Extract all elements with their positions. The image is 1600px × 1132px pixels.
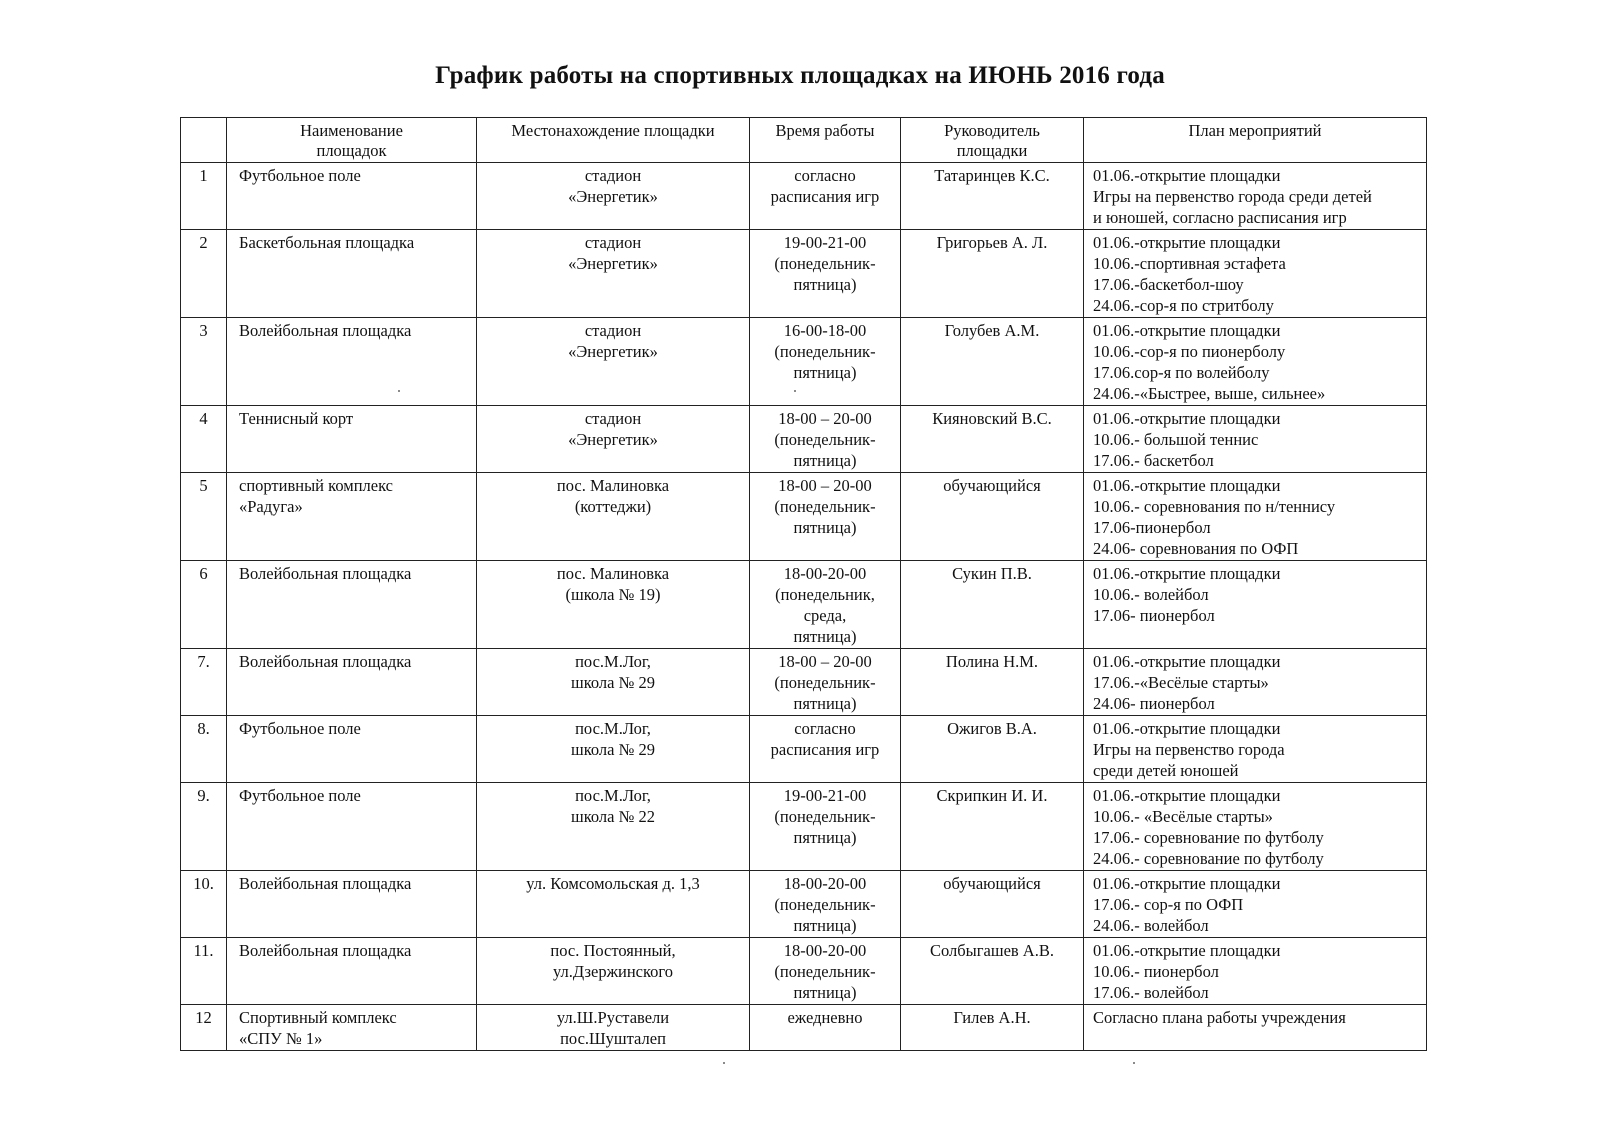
location-line: школа № 29 — [571, 673, 655, 692]
table-row — [181, 1005, 1427, 1051]
hours-line: (понедельник- — [774, 962, 876, 981]
site-name-cell — [227, 163, 477, 230]
scan-speck — [398, 390, 400, 392]
site-name-line: Футбольное поле — [239, 166, 361, 185]
table-row — [181, 163, 1427, 230]
plan-line: 24.06- пионербол — [1093, 694, 1215, 713]
hours-line: 19-00-21-00 — [783, 786, 867, 805]
plan-line: 10.06.-сор-я по пионерболу — [1093, 342, 1286, 361]
row-number-cell: 3 — [181, 318, 227, 406]
plan-cell — [1084, 163, 1427, 230]
location-line: стадион — [584, 409, 642, 428]
hours-line: пятница) — [793, 916, 857, 935]
site-name-line: Баскетбольная площадка — [239, 233, 415, 252]
location-cell — [477, 163, 750, 230]
hours-line: ежедневно — [787, 1008, 863, 1027]
hours-line: расписания игр — [770, 187, 880, 206]
table-row — [181, 649, 1427, 716]
plan-line: 17.06.сор-я по волейболу — [1093, 363, 1270, 382]
leader-cell: Голубев А.М. — [901, 318, 1084, 406]
location-cell — [477, 406, 750, 473]
hours-line: (понедельник- — [774, 673, 876, 692]
hours-line: (понедельник- — [774, 497, 876, 516]
plan-line: 24.06- соревнования по ОФП — [1093, 539, 1299, 558]
hours-line: согласно — [794, 719, 856, 738]
leader-cell: обучающийся — [901, 871, 1084, 938]
location-line: школа № 29 — [571, 740, 655, 759]
row-number-cell: 8. — [181, 716, 227, 783]
site-name-line: Теннисный корт — [239, 409, 354, 428]
plan-line: 24.06.-«Быстрее, выше, сильнее» — [1093, 384, 1326, 403]
hours-line: пятница) — [793, 694, 857, 713]
location-line: пос.Шушталеп — [560, 1029, 666, 1048]
location-line: пос.М.Лог, — [575, 652, 651, 671]
table-row — [181, 473, 1427, 561]
scan-speck — [1133, 1062, 1135, 1064]
scan-speck — [794, 390, 796, 392]
table-row — [181, 230, 1427, 318]
location-line: ул.Дзержинского — [552, 962, 674, 981]
location-line: (коттеджи) — [574, 497, 652, 516]
location-line: школа № 22 — [571, 807, 655, 826]
hours-cell — [750, 1005, 901, 1051]
hours-cell — [750, 783, 901, 871]
row-number-cell: 12 — [181, 1005, 227, 1051]
plan-cell — [1084, 783, 1427, 871]
row-number-cell: 5 — [181, 473, 227, 561]
hours-line: пятница) — [793, 983, 857, 1002]
plan-cell — [1084, 473, 1427, 561]
hours-cell — [750, 938, 901, 1005]
location-line: (школа № 19) — [565, 585, 661, 604]
header-leader-line: площадки — [956, 141, 1028, 160]
plan-line: 24.06.-сор-я по стритболу — [1093, 296, 1274, 315]
header-leader — [901, 118, 1084, 163]
hours-line: (понедельник- — [774, 807, 876, 826]
site-name-cell — [227, 561, 477, 649]
leader-cell: Татаринцев К.С. — [901, 163, 1084, 230]
site-name-line: «СПУ № 1» — [239, 1029, 323, 1048]
plan-line: 24.06.- волейбол — [1093, 916, 1209, 935]
site-name-line: Волейбольная площадка — [239, 564, 412, 583]
site-name-line: «Радуга» — [239, 497, 303, 516]
hours-line: 18-00 – 20-00 — [778, 652, 872, 671]
plan-line: 01.06.-открытие площадки — [1093, 166, 1281, 185]
table-row — [181, 716, 1427, 783]
row-number-cell: 2 — [181, 230, 227, 318]
plan-line: 10.06.- соревнования по н/теннису — [1093, 497, 1336, 516]
location-line: стадион — [584, 321, 642, 340]
location-cell — [477, 561, 750, 649]
site-name-line: Футбольное поле — [239, 719, 361, 738]
plan-line: среди детей юношей — [1093, 761, 1239, 780]
plan-line: 17.06.-баскетбол-шоу — [1093, 275, 1244, 294]
hours-line: (понедельник- — [774, 254, 876, 273]
hours-line: 19-00-21-00 — [783, 233, 867, 252]
hours-line: пятница) — [793, 828, 857, 847]
plan-line: 01.06.-открытие площадки — [1093, 321, 1281, 340]
plan-line: 01.06.-открытие площадки — [1093, 564, 1281, 583]
location-line: ул.Ш.Руставели — [556, 1008, 670, 1027]
location-cell — [477, 649, 750, 716]
hours-line: пятница) — [793, 363, 857, 382]
hours-line: 18-00 – 20-00 — [778, 409, 872, 428]
location-line: стадион — [584, 166, 642, 185]
plan-cell — [1084, 716, 1427, 783]
hours-cell — [750, 649, 901, 716]
table-row — [181, 406, 1427, 473]
plan-line: 01.06.-открытие площадки — [1093, 652, 1281, 671]
row-number-cell: 7. — [181, 649, 227, 716]
header-site-name-line: Наименование — [300, 121, 403, 140]
site-name-cell — [227, 871, 477, 938]
hours-cell — [750, 163, 901, 230]
plan-line: 01.06.-открытие площадки — [1093, 719, 1281, 738]
plan-line: 17.06-пионербол — [1093, 518, 1211, 537]
hours-line: пятница) — [793, 518, 857, 537]
hours-line: 16-00-18-00 — [783, 321, 867, 340]
schedule-table — [180, 117, 1427, 1051]
plan-line: 17.06- пионербол — [1093, 606, 1215, 625]
table-row — [181, 561, 1427, 649]
plan-line: 10.06.-спортивная эстафета — [1093, 254, 1286, 273]
plan-line: 10.06.- волейбол — [1093, 585, 1209, 604]
location-cell — [477, 473, 750, 561]
plan-line: 10.06.- «Весёлые старты» — [1093, 807, 1273, 826]
leader-cell: Сукин П.В. — [901, 561, 1084, 649]
location-line: пос.М.Лог, — [575, 786, 651, 805]
site-name-cell — [227, 473, 477, 561]
scan-speck — [723, 1062, 725, 1064]
location-line: ул. Комсомольская д. 1,3 — [526, 874, 700, 893]
header-row — [181, 118, 1427, 163]
site-name-cell — [227, 406, 477, 473]
site-name-cell — [227, 938, 477, 1005]
plan-line: 01.06.-открытие площадки — [1093, 941, 1281, 960]
hours-cell — [750, 561, 901, 649]
site-name-line: Волейбольная площадка — [239, 652, 412, 671]
header-number — [181, 118, 227, 163]
plan-cell — [1084, 1005, 1427, 1051]
row-number-cell: 10. — [181, 871, 227, 938]
hours-line: 18-00 – 20-00 — [778, 476, 872, 495]
leader-cell: Ожигов В.А. — [901, 716, 1084, 783]
page-title: График работы на спортивных площадках на ИЮНЬ 2016 года — [435, 62, 1165, 89]
plan-line: 17.06.- соревнование по футболу — [1093, 828, 1324, 847]
plan-line: 24.06.- соревнование по футболу — [1093, 849, 1324, 868]
row-number-cell: 4 — [181, 406, 227, 473]
leader-cell: Скрипкин И. И. — [901, 783, 1084, 871]
hours-cell — [750, 716, 901, 783]
site-name-cell — [227, 318, 477, 406]
leader-cell: Григорьев А. Л. — [901, 230, 1084, 318]
hours-line: пятница) — [793, 451, 857, 470]
location-line: пос. Малиновка — [556, 564, 670, 583]
plan-line: Игры на первенство города — [1093, 740, 1285, 759]
site-name-cell — [227, 716, 477, 783]
leader-cell: обучающийся — [901, 473, 1084, 561]
leader-cell: Солбыгашев А.В. — [901, 938, 1084, 1005]
hours-line: пятница) — [793, 627, 857, 646]
site-name-cell — [227, 230, 477, 318]
plan-line: 17.06.- баскетбол — [1093, 451, 1214, 470]
location-line: «Энергетик» — [568, 430, 658, 449]
header-location: Местонахождение площадки — [477, 118, 750, 163]
location-line: пос. Постоянный, — [550, 941, 676, 960]
plan-cell — [1084, 561, 1427, 649]
hours-line: (понедельник- — [774, 430, 876, 449]
location-cell — [477, 938, 750, 1005]
hours-cell — [750, 871, 901, 938]
table-row — [181, 318, 1427, 406]
plan-line: 01.06.-открытие площадки — [1093, 476, 1281, 495]
plan-line: Согласно плана работы учреждения — [1093, 1008, 1346, 1027]
hours-line: среда, — [803, 606, 847, 625]
leader-cell: Полина Н.М. — [901, 649, 1084, 716]
plan-line: 10.06.- пионербол — [1093, 962, 1219, 981]
plan-line: и юношей, согласно расписания игр — [1093, 208, 1347, 227]
site-name-line: Волейбольная площадка — [239, 941, 412, 960]
location-line: «Энергетик» — [568, 254, 658, 273]
site-name-cell — [227, 649, 477, 716]
location-line: пос. Малиновка — [556, 476, 670, 495]
plan-line: 01.06.-открытие площадки — [1093, 874, 1281, 893]
schedule-body — [181, 163, 1427, 1051]
header-site-name-line: площадок — [316, 141, 387, 160]
header-leader-line: Руководитель — [944, 121, 1040, 140]
hours-line: 18-00-20-00 — [783, 564, 867, 583]
site-name-cell — [227, 783, 477, 871]
plan-cell — [1084, 938, 1427, 1005]
location-line: «Энергетик» — [568, 342, 658, 361]
header-hours: Время работы — [750, 118, 901, 163]
hours-line: согласно — [794, 166, 856, 185]
header-site-name — [227, 118, 477, 163]
plan-cell — [1084, 649, 1427, 716]
hours-cell — [750, 318, 901, 406]
hours-line: расписания игр — [770, 740, 880, 759]
header-plan: План мероприятий — [1084, 118, 1427, 163]
site-name-line: Футбольное поле — [239, 786, 361, 805]
plan-cell — [1084, 871, 1427, 938]
location-line: «Энергетик» — [568, 187, 658, 206]
site-name-line: Волейбольная площадка — [239, 321, 412, 340]
location-line: стадион — [584, 233, 642, 252]
plan-line: 10.06.- большой теннис — [1093, 430, 1259, 449]
row-number-cell: 1 — [181, 163, 227, 230]
table-row — [181, 783, 1427, 871]
table-row — [181, 938, 1427, 1005]
row-number-cell: 9. — [181, 783, 227, 871]
plan-line: 01.06.-открытие площадки — [1093, 409, 1281, 428]
site-name-line: Спортивный комплекс — [239, 1008, 397, 1027]
hours-cell — [750, 230, 901, 318]
site-name-line: спортивный комплекс — [239, 476, 394, 495]
site-name-cell — [227, 1005, 477, 1051]
location-cell — [477, 716, 750, 783]
plan-line: 01.06.-открытие площадки — [1093, 786, 1281, 805]
site-name-line: Волейбольная площадка — [239, 874, 412, 893]
leader-cell: Кияновский В.С. — [901, 406, 1084, 473]
plan-line: 17.06.-«Весёлые старты» — [1093, 673, 1269, 692]
hours-line: (понедельник- — [774, 895, 876, 914]
plan-line: Игры на первенство города среди детей — [1093, 187, 1372, 206]
location-cell — [477, 318, 750, 406]
location-cell — [477, 783, 750, 871]
hours-line: (понедельник- — [774, 342, 876, 361]
location-cell — [477, 230, 750, 318]
table-row — [181, 871, 1427, 938]
hours-cell — [750, 473, 901, 561]
plan-line: 17.06.- сор-я по ОФП — [1093, 895, 1244, 914]
plan-line: 17.06.- волейбол — [1093, 983, 1209, 1002]
hours-line: (понедельник, — [775, 585, 875, 604]
leader-cell: Гилев А.Н. — [901, 1005, 1084, 1051]
plan-cell — [1084, 318, 1427, 406]
location-line: пос.М.Лог, — [575, 719, 651, 738]
location-cell — [477, 1005, 750, 1051]
hours-line: 18-00-20-00 — [783, 941, 867, 960]
location-cell — [477, 871, 750, 938]
hours-line: пятница) — [793, 275, 857, 294]
plan-cell — [1084, 230, 1427, 318]
row-number-cell: 6 — [181, 561, 227, 649]
row-number-cell: 11. — [181, 938, 227, 1005]
plan-cell — [1084, 406, 1427, 473]
hours-line: 18-00-20-00 — [783, 874, 867, 893]
plan-line: 01.06.-открытие площадки — [1093, 233, 1281, 252]
hours-cell — [750, 406, 901, 473]
